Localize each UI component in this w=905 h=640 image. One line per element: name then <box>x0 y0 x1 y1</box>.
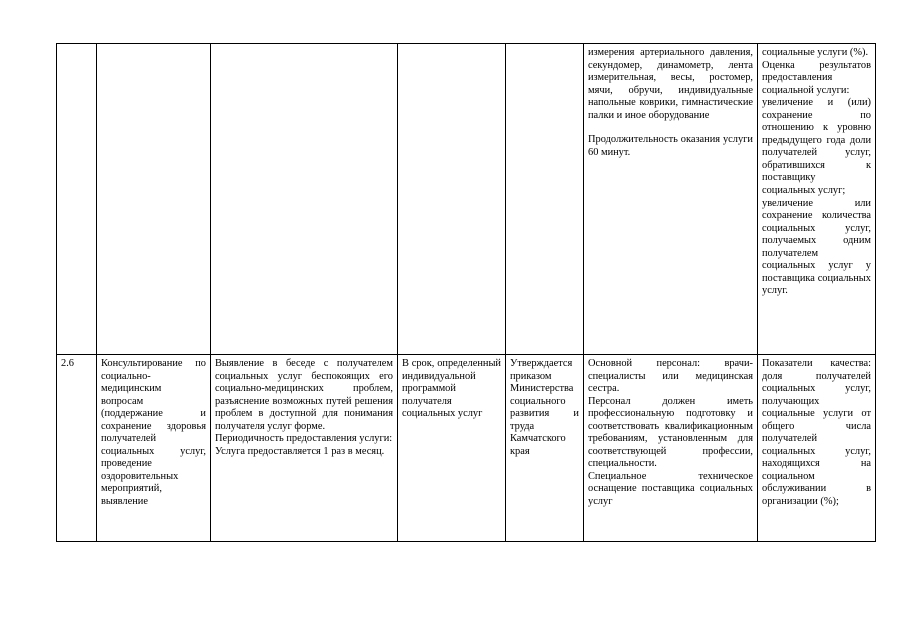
services-table <box>56 43 876 542</box>
paragraph-gap <box>588 122 753 134</box>
table-row <box>57 44 876 355</box>
cell-indicators <box>758 355 876 542</box>
cell-description <box>211 44 398 355</box>
cell-number <box>57 44 97 355</box>
description-paragraph: Услуга предоставляется 1 раз в месяц. <box>215 445 385 457</box>
cell-conditions <box>584 355 758 542</box>
cell-standard: Утверждается приказом Министерства социального развития и труда Камчатского края <box>506 355 584 542</box>
description-paragraph: Периодичность предоставления услуги: <box>215 433 393 445</box>
cell-indicators <box>758 44 876 355</box>
indicators-paragraph: Оценка результатов предоставления социальной услуги: <box>762 59 871 96</box>
cell-number: 2.6 <box>57 355 97 542</box>
conditions-paragraph: Персонал должен иметь профессиональную подготовку и соответствовать квалификационным требованиям, установленным для соответствующей профессии, специальности. <box>588 395 753 470</box>
description-paragraph: Выявление в беседе с получателем социальных услуг беспокоящих его социально-медицинских проблем, разъяснение возможных путей решения проблем в доступной для понимания получателя услуг форме. <box>215 358 393 432</box>
conditions-paragraph: измерения артериального давления, секундомер, динамометр, лента измерительная, весы, ростомер, мячи, обручи, индивидуальные напольные коврики, гимнастические палки и иное оборудование <box>588 47 753 121</box>
indicators-paragraph: увеличение и (или) сохранение по отношению к уровню предыдущего года доли получателей услуг, обратившихся к поставщику социальных услуг; <box>762 97 871 197</box>
indicators-paragraph: увеличение или сохранение количества социальных услуг, получаемых одним получателем социальных услуг у поставщика социальных услуг. <box>762 197 871 297</box>
conditions-paragraph: Основной персонал: врачи-специалисты или медицинская сестра. <box>588 358 753 395</box>
cell-standard <box>506 44 584 355</box>
table-row <box>57 355 876 542</box>
cell-service-name: Консультирование по социально-медицинским вопросам (поддержание и сохранение здоровья получателей социальных услуг, проведение оздоровительных мероприятий, выявление <box>97 355 211 542</box>
indicators-paragraph: Показатели качества: доля получателей социальных услуг, получающих социальные услуги от общего числа получателей социальных услуг, находящихся на социальном обслуживании в организации (%); <box>762 358 871 508</box>
conditions-paragraph: Специальное техническое оснащение поставщика социальных услуг <box>588 470 753 508</box>
cell-timing: В срок, определенный индивидуальной программой получателя социальных услуг <box>398 355 506 542</box>
indicators-paragraph: социальные услуги (%). <box>762 47 869 58</box>
cell-service-name <box>97 44 211 355</box>
cell-timing <box>398 44 506 355</box>
cell-description <box>211 355 398 542</box>
conditions-paragraph: Продолжительность оказания услуги 60 минут. <box>588 134 753 158</box>
cell-conditions <box>584 44 758 355</box>
